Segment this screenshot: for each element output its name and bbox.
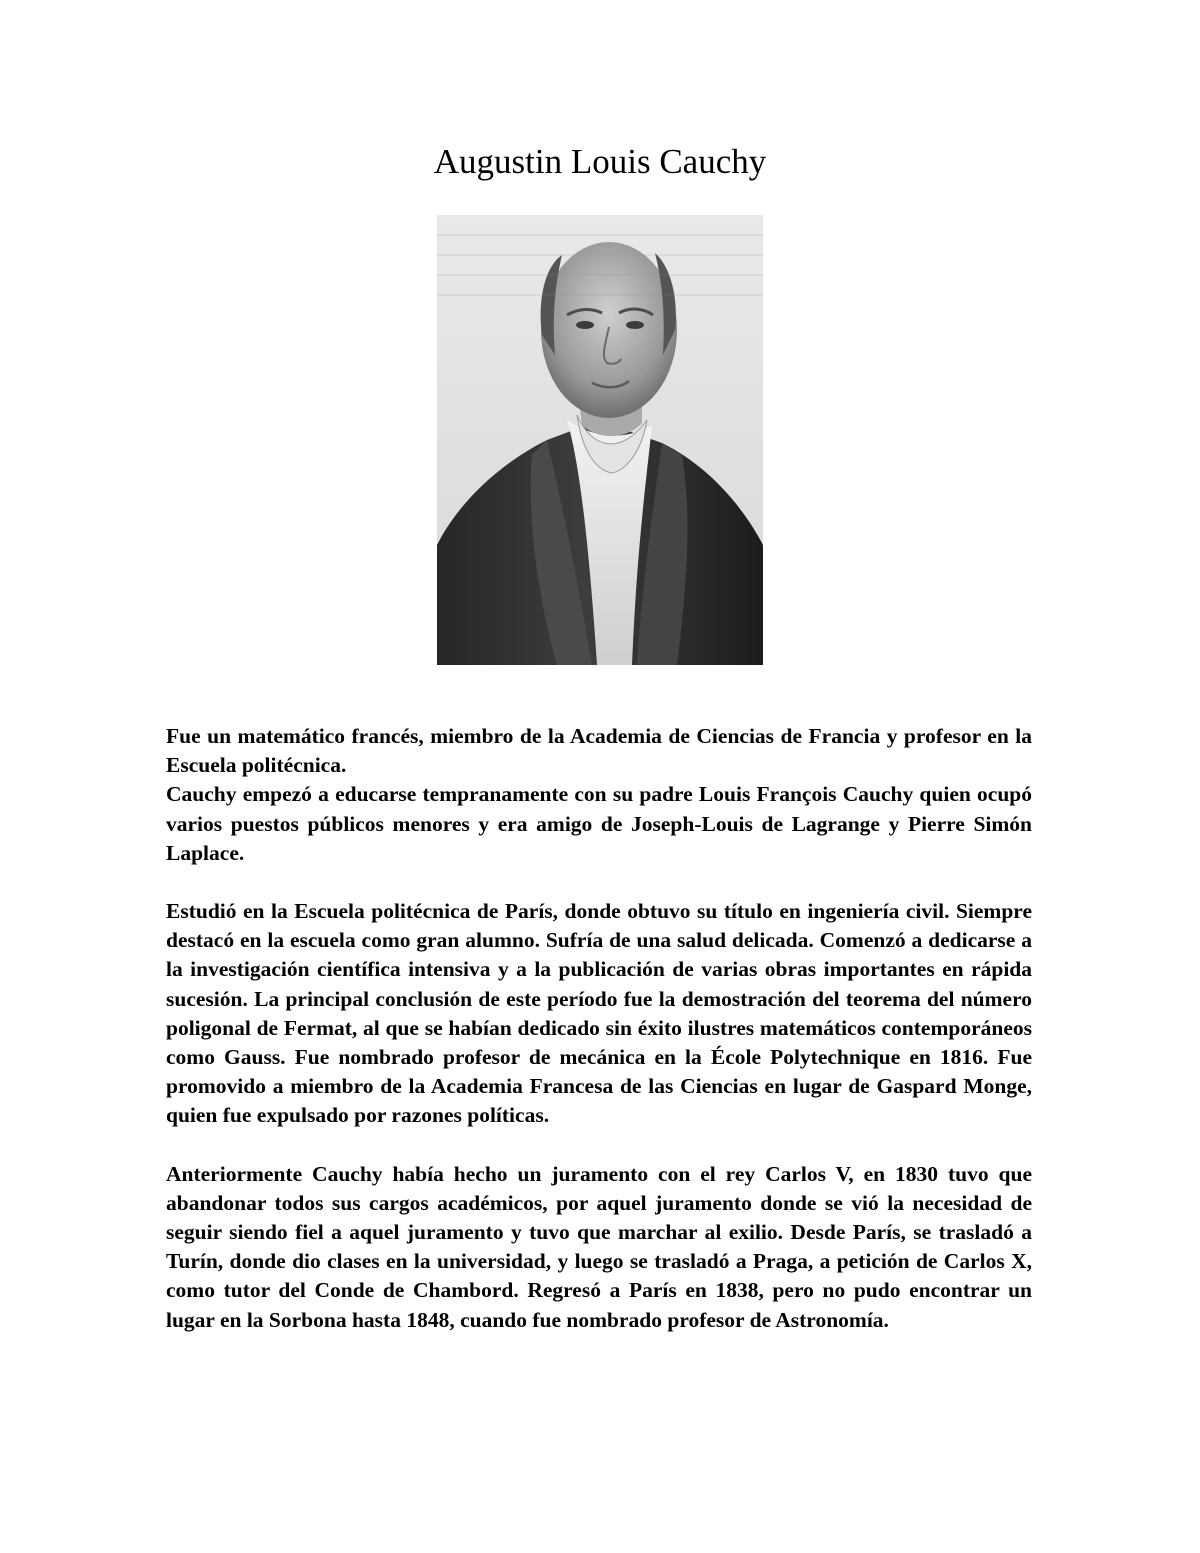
biography-text xyxy=(166,722,1032,1335)
page-title: Augustin Louis Cauchy xyxy=(433,142,767,181)
paragraph-2: Cauchy empezó a educarse tempranamente con su padre Louis François Cauchy quien ocupó varios puestos públicos menores y era amigo de Joseph-Louis de Lagrange y Pierre Simón Laplace. xyxy=(166,782,1032,865)
portrait-icon xyxy=(437,215,763,665)
paragraph-1: Fue un matemático francés, miembro de la Academia de Ciencias de Francia y profesor en la Escuela politécnica. xyxy=(166,724,1032,778)
paragraph-3: Estudió en la Escuela politécnica de París, donde obtuvo su título en ingeniería civil. Siempre destacó en la escuela como gran alumno. Sufría de una salud delicada. Comenzó a dedicarse a la investigación científica intensiva y a la publicación de varias obras importantes en rápida sucesión. La principal conclusión de este período fue la demostración del teorema del número poligonal de Fermat, al que se habían dedicado sin éxito ilustres matemáticos contemporáneos como Gauss. Fue nombrado profesor de mecánica en la École Polytechnique en 1816. Fue promovido a miembro de la Academia Francesa de las Ciencias en lugar de Gaspard Monge, quien fue expulsado por razones políticas. xyxy=(166,899,1032,1128)
paragraph-4: Anteriormente Cauchy había hecho un juramento con el rey Carlos V, en 1830 tuvo que abandonar todos sus cargos académicos, por aquel juramento donde se vió la necesidad de seguir siendo fiel a aquel juramento y tuvo que marchar al exilio. Desde París, se trasladó a Turín, donde dio clases en la universidad, y luego se trasladó a Praga, a petición de Carlos X, como tutor del Conde de Chambord. Regresó a París en 1838, pero no pudo encontrar un lugar en la Sorbona hasta 1848, cuando fue nombrado profesor de Astronomía. xyxy=(166,1161,1032,1332)
portrait-image xyxy=(437,215,763,665)
